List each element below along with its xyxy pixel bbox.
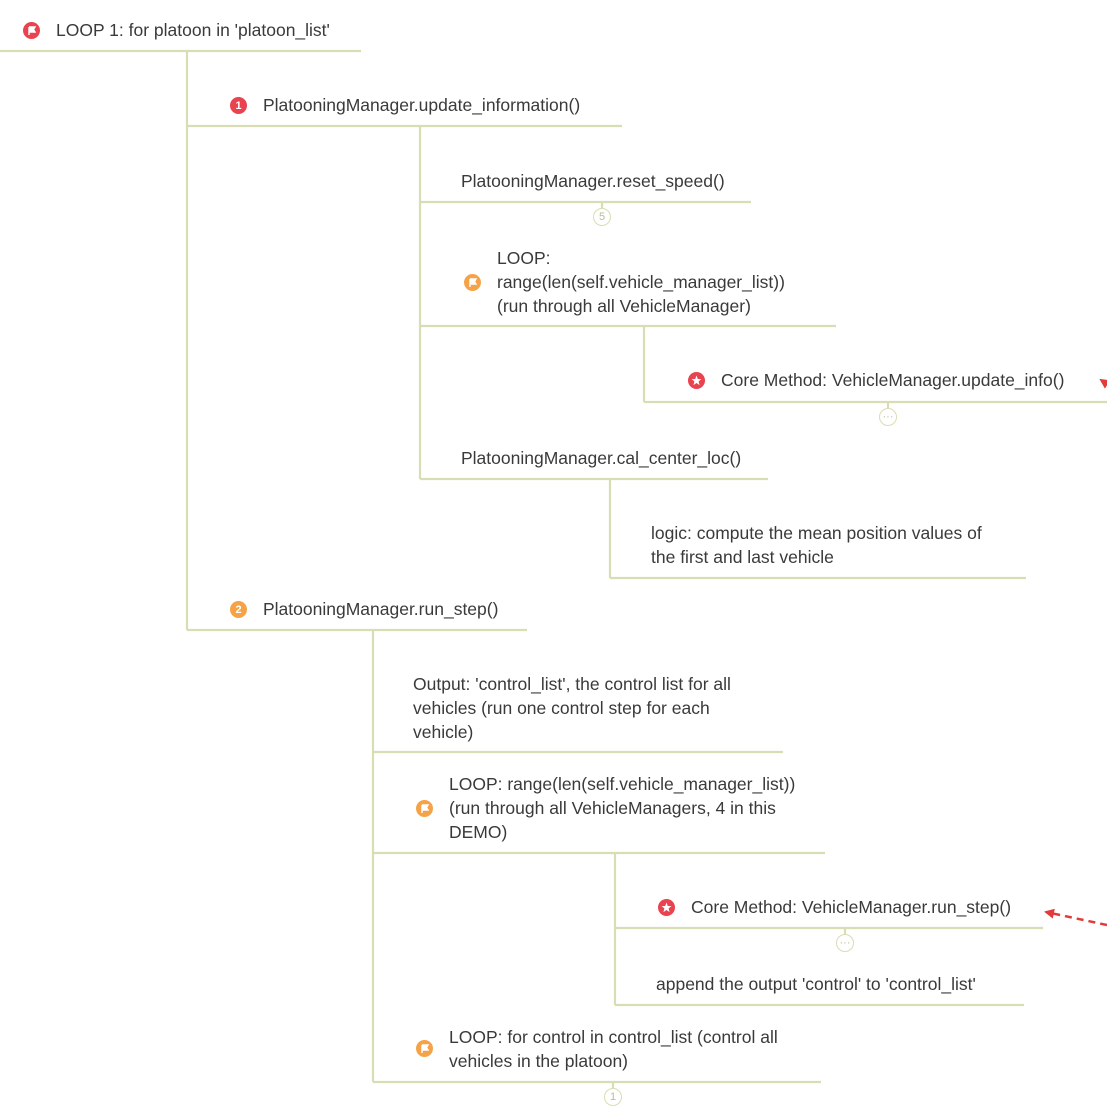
flag-icon <box>23 22 40 39</box>
logic-note-line2: the first and last vehicle <box>651 547 834 567</box>
loop-vehicle-list-line1: LOOP: <box>497 248 551 268</box>
collapsed-count-badge[interactable]: 1 <box>604 1088 622 1106</box>
loop-vehicle-list-node[interactable] <box>497 246 785 318</box>
loop-control-list-line2: vehicles in the platoon) <box>449 1051 628 1071</box>
append-control-node[interactable] <box>656 972 976 996</box>
arrow-to-update-info <box>1101 380 1107 384</box>
flag-icon <box>464 274 481 291</box>
loop-vehicle-list-line3: (run through all VehicleManager) <box>497 296 751 316</box>
star-icon <box>688 372 705 389</box>
output-note-line2: vehicles (run one control step for each <box>413 698 710 718</box>
output-note-line3: vehicle) <box>413 722 474 742</box>
run-step-label: PlatooningManager.run_step() <box>263 599 499 619</box>
loop-vehicle-managers-line2: (run through all VehicleManagers, 4 in this <box>449 798 776 818</box>
priority-1-icon: 1 <box>230 97 247 114</box>
vm-run-step-node[interactable] <box>691 895 1011 919</box>
reset-speed-label: PlatooningManager.reset_speed() <box>461 171 725 191</box>
loop-vehicle-managers-line1: LOOP: range(len(self.vehicle_manager_list)) <box>449 774 796 794</box>
update-info-label: Core Method: VehicleManager.update_info() <box>721 370 1065 390</box>
loop-control-list-line1: LOOP: for control in control_list (control all <box>449 1027 778 1047</box>
update-information-label: PlatooningManager.update_information() <box>263 95 581 115</box>
output-note-line1: Output: 'control_list', the control list for all <box>413 674 731 694</box>
update-information-node[interactable] <box>263 93 580 117</box>
collapsed-ellipsis-badge[interactable]: ··· <box>836 934 854 952</box>
run-step-node[interactable] <box>263 597 498 621</box>
priority-2-icon: 2 <box>230 601 247 618</box>
cal-center-loc-node[interactable] <box>461 446 741 470</box>
output-note-node[interactable] <box>413 672 731 744</box>
logic-note-node[interactable] <box>651 521 982 569</box>
collapsed-ellipsis-badge[interactable]: ··· <box>879 408 897 426</box>
append-control-label: append the output 'control' to 'control_list' <box>656 974 976 994</box>
root-loop-label: LOOP 1: for platoon in 'platoon_list' <box>56 20 330 40</box>
loop-vehicle-list-line2: range(len(self.vehicle_manager_list)) <box>497 272 785 292</box>
flag-icon <box>416 800 433 817</box>
root-loop-node[interactable] <box>56 18 330 42</box>
loop-vehicle-managers-node[interactable] <box>449 772 795 844</box>
reset-speed-node[interactable] <box>461 169 725 193</box>
flag-icon <box>416 1040 433 1057</box>
cal-center-loc-label: PlatooningManager.cal_center_loc() <box>461 448 742 468</box>
loop-vehicle-managers-line3: DEMO) <box>449 822 508 842</box>
update-info-node[interactable] <box>721 368 1064 392</box>
star-icon <box>658 899 675 916</box>
logic-note-line1: logic: compute the mean position values of <box>651 523 982 543</box>
arrow-to-vm-run-step <box>1046 912 1107 925</box>
collapsed-count-badge[interactable]: 5 <box>593 208 611 226</box>
vm-run-step-label: Core Method: VehicleManager.run_step() <box>691 897 1012 917</box>
loop-control-list-node[interactable] <box>449 1025 778 1073</box>
